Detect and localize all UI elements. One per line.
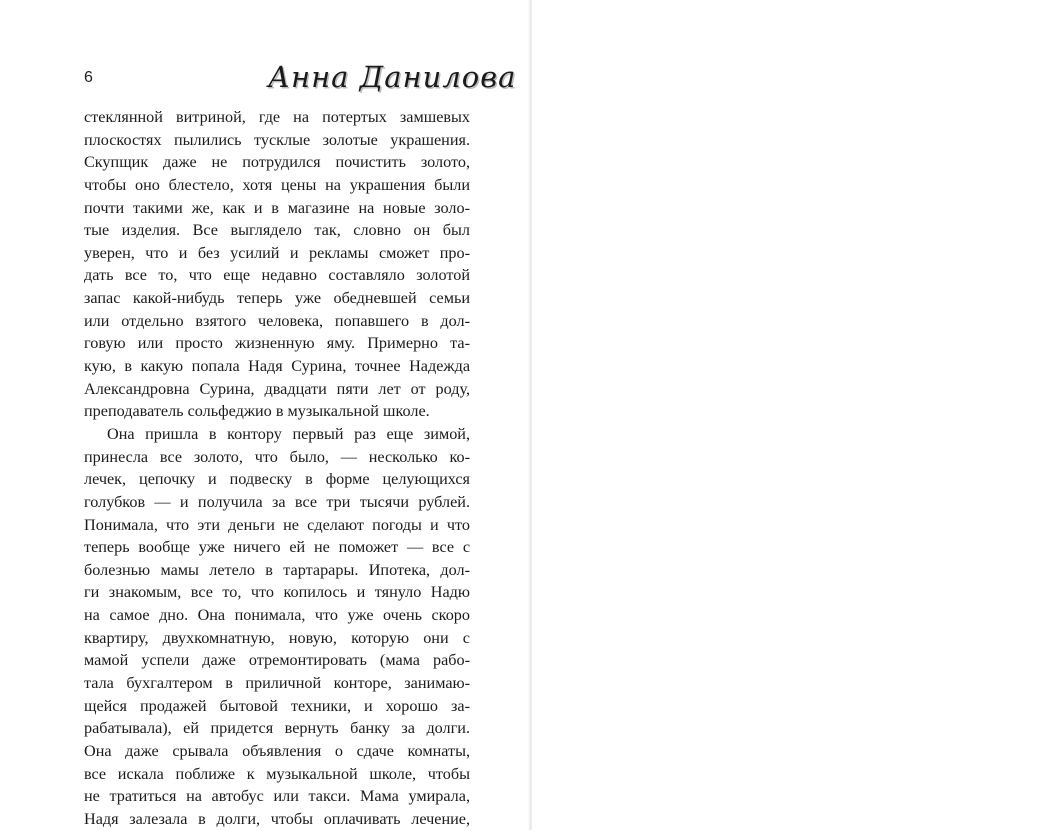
left-page bbox=[0, 0, 531, 830]
text-line: стеклянной витриной, где на потертых замшевых bbox=[84, 108, 470, 126]
text-line: ги знакомым, все то, что копилось и тянуло Надю bbox=[84, 583, 470, 602]
text-line: все искала поближе к музыкальной школе, чтобы bbox=[84, 764, 470, 783]
text-line: или отдельно взятого человека, попавшего в дол- bbox=[84, 311, 470, 330]
text-line: тые изделия. Все выглядело так, словно он был bbox=[84, 221, 470, 240]
text-line: лечек, цепочку и подвеску в форме целующихся bbox=[84, 470, 470, 489]
text-line: чтобы оно блестело, хотя цены на украшения были bbox=[84, 175, 470, 194]
text-line: болезнью мамы летело в тартарары. Ипотека, дол- bbox=[84, 560, 470, 579]
text-line: уверен, что и без усилий и рекламы сможет про- bbox=[84, 243, 470, 262]
text-line: щейся продажей бытовой техники, и хорошо за- bbox=[84, 696, 470, 715]
left-text-column bbox=[84, 106, 470, 831]
author-name: Анна Данилова bbox=[268, 60, 517, 94]
page-number-left: 6 bbox=[84, 69, 93, 86]
text-line: говую или просто жизненную яму. Примерно та- bbox=[84, 334, 470, 353]
text-line: Понимала, что эти деньги не сделают погоды и что bbox=[84, 515, 470, 534]
text-line: рабатывала), ей придется вернуть банку за долги. bbox=[84, 719, 470, 738]
text-line: почти такими же, как и в магазине на новые золо- bbox=[84, 198, 470, 217]
text-line: плоскостях пылились тусклые золотые украшения. bbox=[84, 130, 470, 149]
text-line: теперь вообще уже ничего ей не поможет — все с bbox=[84, 538, 470, 557]
text-line: мамой успели даже отремонтировать (мама рабо- bbox=[84, 651, 470, 670]
text-line: дать все то, что еще недавно составляло золотой bbox=[84, 266, 470, 285]
author-signature bbox=[268, 58, 517, 100]
text-line: Александровна Сурина, двадцати пяти лет от роду, bbox=[84, 379, 470, 398]
text-line: не тратиться на автобус или такси. Мама умирала, bbox=[84, 787, 470, 806]
text-line: принесла все золото, что было, — несколько ко- bbox=[84, 447, 470, 466]
text-line: голубков — и получила за все три тысячи рублей. bbox=[84, 492, 470, 511]
text-line: преподаватель сольфеджио в музыкальной школе. bbox=[84, 402, 430, 421]
text-line: квартиру, двухкомнатную, новую, которую они с bbox=[84, 628, 470, 647]
text-line: тала бухгалтером в приличной конторе, занимаю- bbox=[84, 674, 470, 693]
text-line: Надя залезала в долги, чтобы оплачивать лечение, bbox=[84, 809, 470, 828]
right-page bbox=[532, 0, 1064, 830]
text-line: на самое дно. Она понимала, что уже очень скоро bbox=[84, 606, 470, 625]
text-line: запас какой-нибудь теперь уже обедневшей семьи bbox=[84, 289, 470, 308]
text-line: Скупщик даже не потрудился почистить золото, bbox=[84, 153, 470, 172]
text-line: кую, в какую попала Надя Сурина, точнее Надежда bbox=[84, 357, 470, 376]
text-line: Она пришла в контору первый раз еще зимой, bbox=[107, 424, 470, 443]
text-line: Она даже срывала объявления о сдаче комнаты, bbox=[84, 741, 470, 760]
